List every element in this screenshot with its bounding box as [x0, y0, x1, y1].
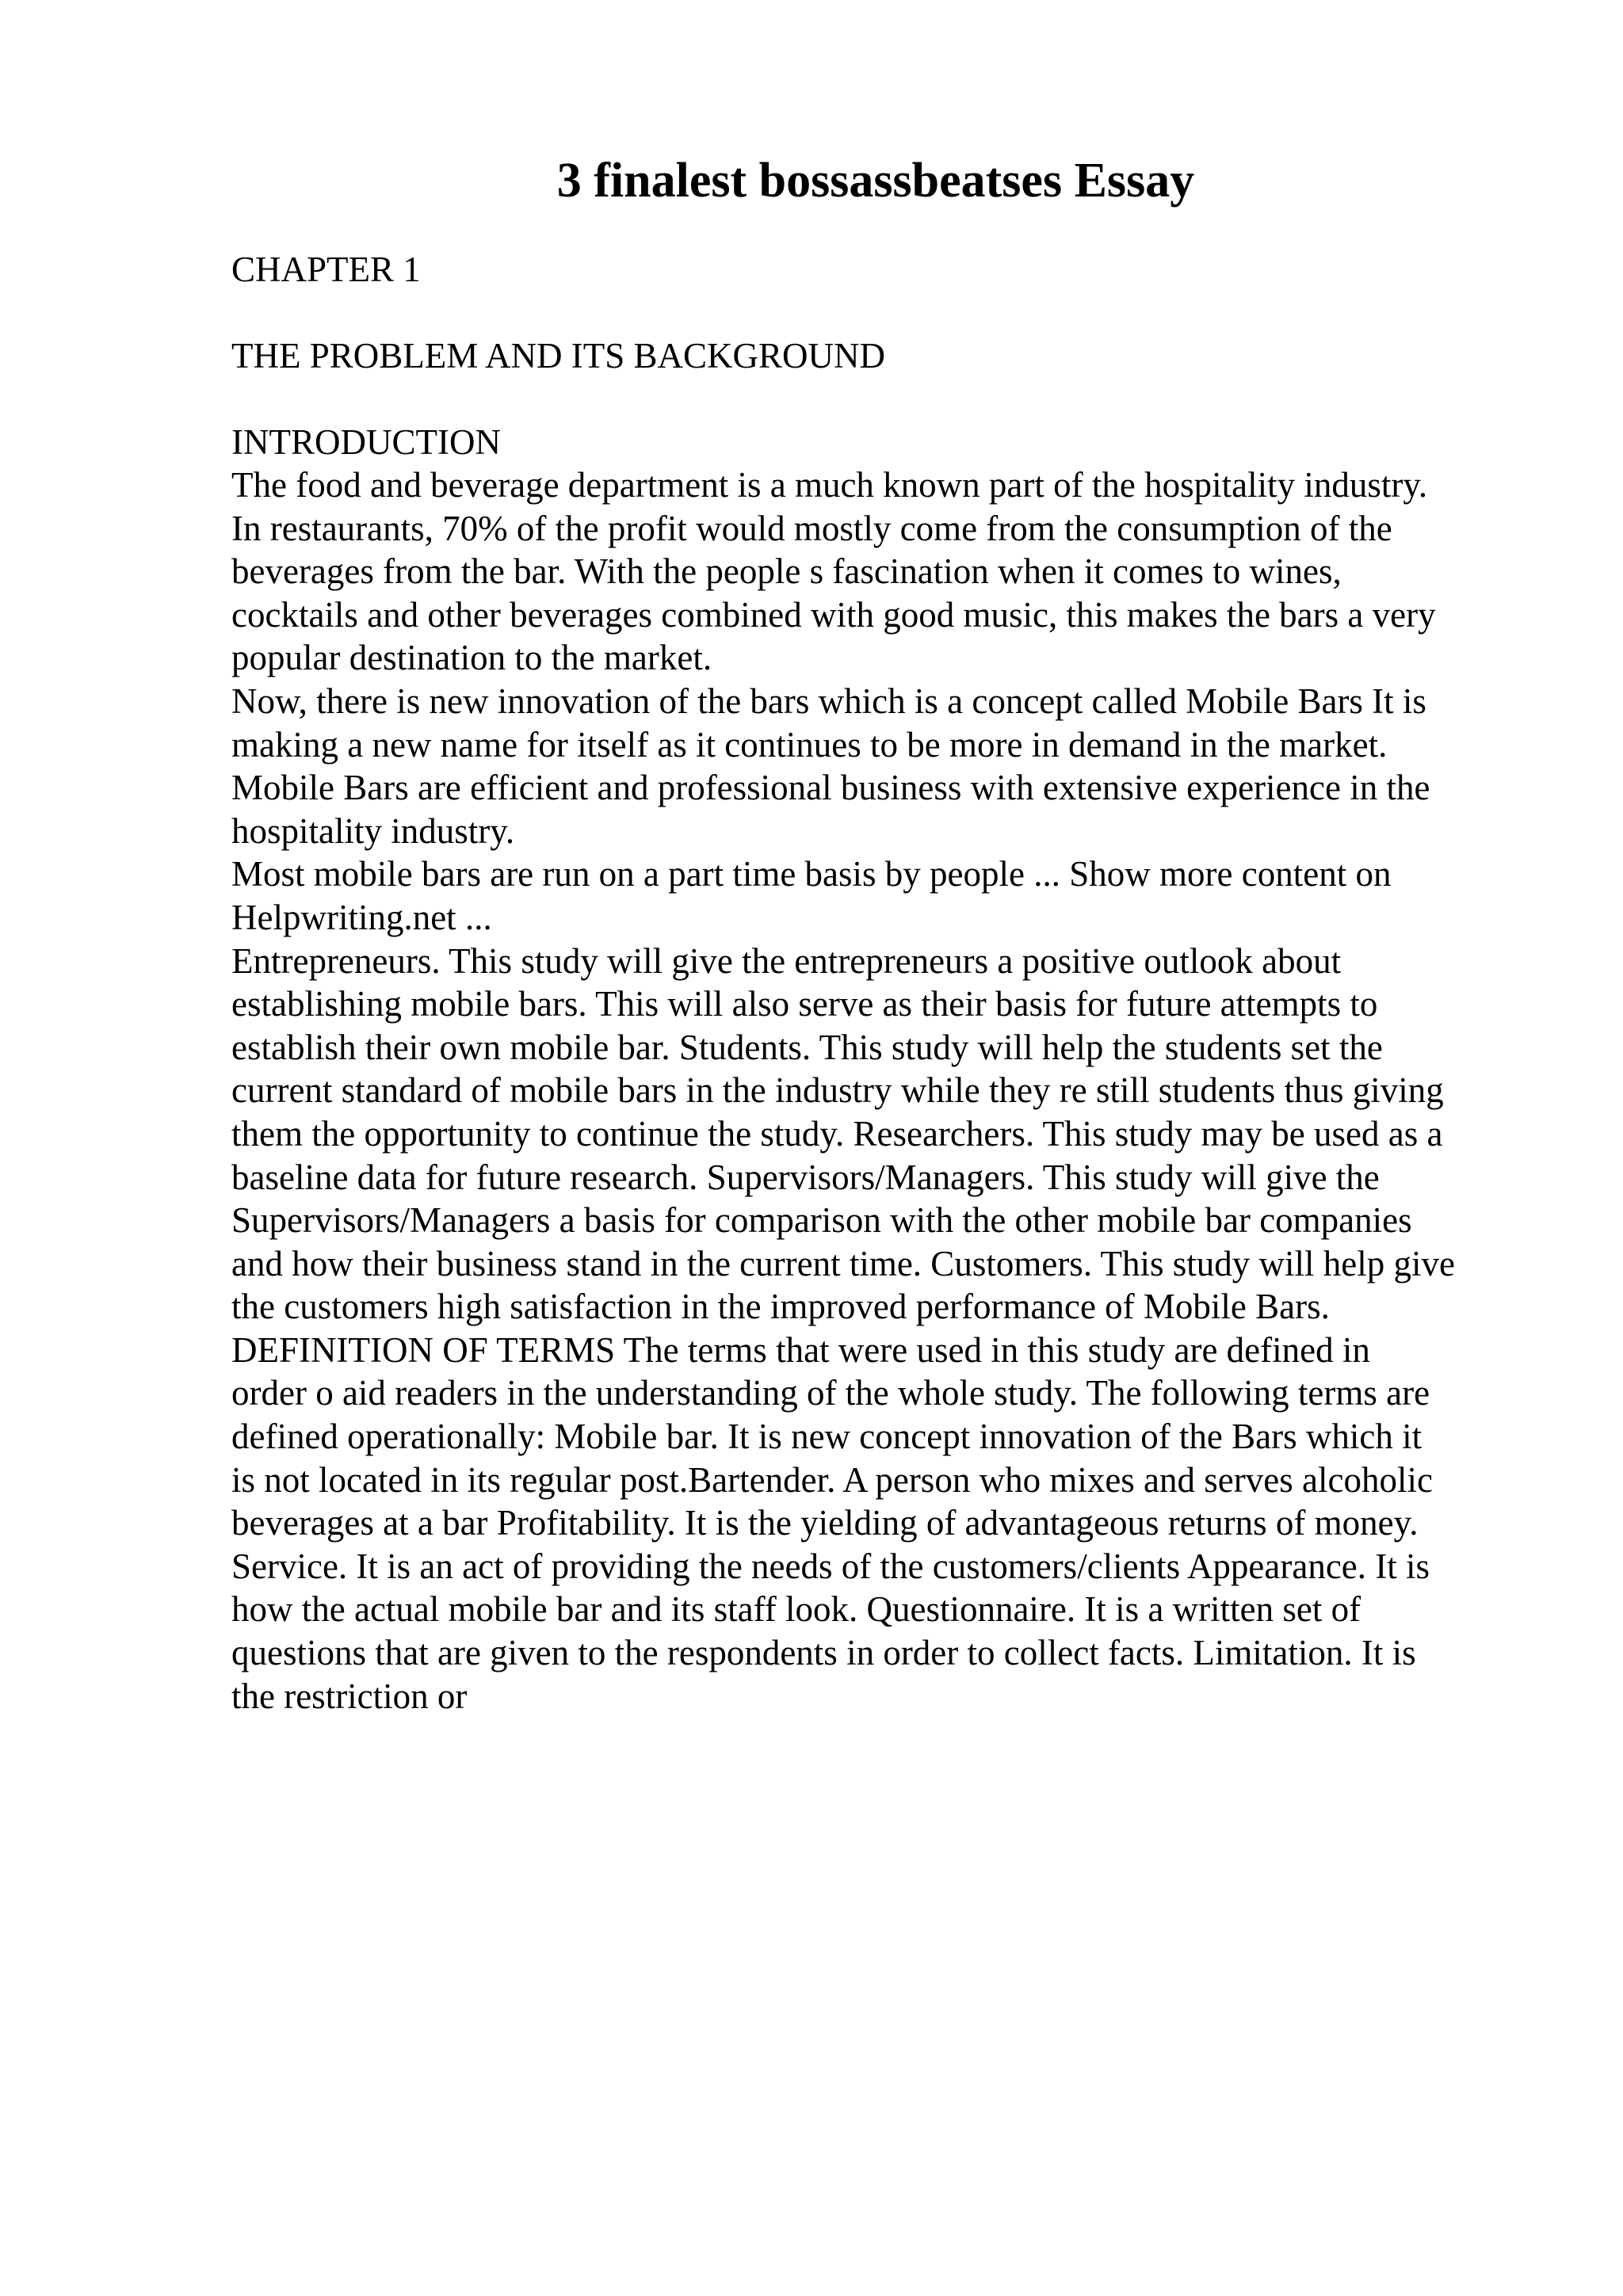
- body-line: Now, there is new innovation of the bars which is a concept called Mobile Bars It is: [231, 681, 1426, 721]
- body-line: them the opportunity to continue the study. Researchers. This study may be used as a: [231, 1113, 1443, 1154]
- body-line: making a new name for itself as it continues to be more in demand in the market.: [231, 724, 1388, 765]
- body-line: establishing mobile bars. This will also serve as their basis for future attempts to: [231, 984, 1378, 1024]
- body-text: [231, 463, 1594, 1718]
- section-title: THE PROBLEM AND ITS BACKGROUND: [231, 336, 886, 376]
- body-line: cocktails and other beverages combined with good music, this makes the bars a very: [231, 594, 1436, 635]
- body-line: beverages at a bar Profitability. It is the yielding of advantageous returns of money.: [231, 1503, 1419, 1543]
- body-line: beverages from the bar. With the people s fascination when it comes to wines,: [231, 551, 1342, 592]
- body-line: and how their business stand in the current time. Customers. This study will help give: [231, 1243, 1455, 1283]
- body-line: Service. It is an act of providing the needs of the customers/clients Appearance. It is: [231, 1546, 1430, 1586]
- body-line: order o aid readers in the understanding of the whole study. The following terms are: [231, 1373, 1430, 1413]
- body-line: establish their own mobile bar. Students. This study will help the students set the: [231, 1027, 1383, 1067]
- chapter-heading: CHAPTER 1: [231, 250, 421, 289]
- introduction-heading: INTRODUCTION: [231, 422, 501, 462]
- body-line: baseline data for future research. Supervisors/Managers. This study will give the: [231, 1157, 1380, 1197]
- body-line: questions that are given to the respondents in order to collect facts. Limitation. It is: [231, 1633, 1416, 1673]
- document-title: 3 finalest bossassbeatses Essay: [556, 154, 1195, 208]
- body-line: Helpwriting.net ...: [231, 897, 492, 937]
- body-line: is not located in its regular post.Bartender. A person who mixes and serves alcoholic: [231, 1459, 1433, 1500]
- body-line: Mobile Bars are efficient and professional business with extensive experience in the: [231, 768, 1430, 808]
- body-line: The food and beverage department is a much known part of the hospitality industry.: [231, 465, 1428, 505]
- body-line: Supervisors/Managers a basis for comparison with the other mobile bar companies: [231, 1200, 1412, 1241]
- body-line: Entrepreneurs. This study will give the entrepreneurs a positive outlook about: [231, 940, 1342, 981]
- body-line: the restriction or: [231, 1676, 468, 1716]
- body-line: DEFINITION OF TERMS The terms that were used in this study are defined in: [231, 1329, 1370, 1370]
- body-line: the customers high satisfaction in the improved performance of Mobile Bars.: [231, 1287, 1330, 1327]
- body-line: popular destination to the market.: [231, 638, 712, 678]
- body-line: how the actual mobile bar and its staff look. Questionnaire. It is a written set of: [231, 1589, 1361, 1630]
- body-line: hospitality industry.: [231, 810, 515, 851]
- body-line: current standard of mobile bars in the industry while they re still students thus giving: [231, 1070, 1444, 1111]
- body-line: Most mobile bars are run on a part time basis by people ... Show more content on: [231, 854, 1392, 894]
- body-line: defined operationally: Mobile bar. It is new concept innovation of the Bars which it: [231, 1417, 1423, 1457]
- body-line: In restaurants, 70% of the profit would mostly come from the consumption of the: [231, 508, 1392, 548]
